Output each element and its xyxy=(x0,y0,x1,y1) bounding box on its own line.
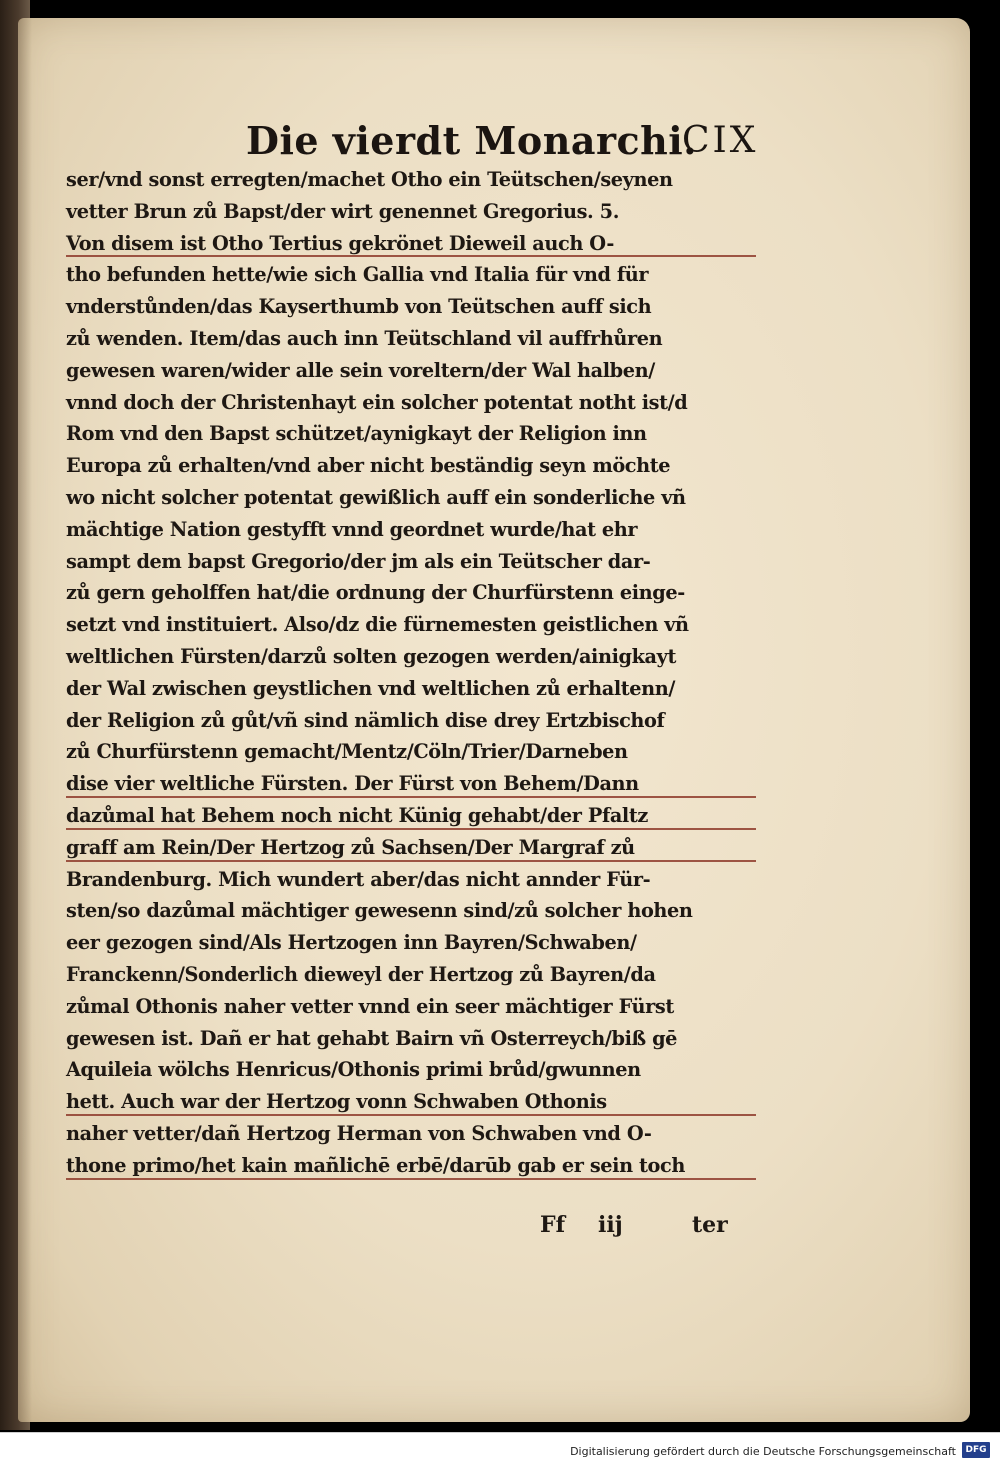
text-line: zů Churfürstenn gemacht/Mentz/Cöln/Trier/Darneben xyxy=(66,740,628,764)
footer-bar xyxy=(0,1432,1000,1469)
text-line: ser/vnd sonst erregten/machet Otho ein Teütschen/seynen xyxy=(66,168,673,191)
signature-line xyxy=(18,1212,970,1252)
text-line: graff am Rein/Der Hertzog zů Sachsen/Der Margraf zů xyxy=(66,832,756,864)
text-line: sten/so dazůmal mächtiger gewesenn sind/zů solcher hohen xyxy=(66,899,693,923)
text-line: Von disem ist Otho Tertius gekrönet Dieweil auch O- xyxy=(66,228,756,260)
text-line: dise vier weltliche Fürsten. Der Fürst von Behem/Dann xyxy=(66,768,756,800)
text-line: zů gern geholffen hat/die ordnung der Churfürstenn einge- xyxy=(66,581,685,605)
text-line: Brandenburg. Mich wundert aber/das nicht annder Für- xyxy=(66,867,651,891)
text-line: Rom vnd den Bapst schützet/aynigkayt der Religion inn xyxy=(66,422,647,446)
text-line: eer gezogen sind/Als Hertzogen inn Bayren/Schwaben/ xyxy=(66,931,637,955)
running-title: Die vierdt Monarchi. xyxy=(246,118,697,163)
book-page xyxy=(18,18,970,1422)
funding-credit: Digitalisierung gefördert durch die Deutsche Forschungsgemeinschaft xyxy=(570,1445,956,1458)
text-line: der Religion zů gůt/vñ sind nämlich dise drey Ertzbischof xyxy=(66,708,665,732)
text-line: Europa zů erhalten/vnd aber nicht beständig seyn möchte xyxy=(66,454,671,478)
text-line: hett. Auch war der Hertzog vonn Schwaben Othonis xyxy=(66,1086,756,1118)
text-line: thone primo/het kain mañlichē erbē/darūb gab er sein toch xyxy=(66,1150,756,1182)
dfg-logo: DFG xyxy=(962,1442,990,1458)
text-line: Aquileia wölchs Henricus/Othonis primi brůd/gwunnen xyxy=(66,1058,641,1082)
text-line: Franckenn/Sonderlich dieweyl der Hertzog zů Bayren/da xyxy=(66,962,656,986)
text-line: vnderstůnden/das Kayserthumb von Teütschen auff sich xyxy=(66,295,652,319)
text-line: wo nicht solcher potentat gewißlich auff ein sonderliche vñ xyxy=(66,485,686,509)
text-line: zůmal Othonis naher vetter vnnd ein seer mächtiger Fürst xyxy=(66,994,674,1018)
text-line: naher vetter/dañ Hertzog Herman von Schwaben vnd O- xyxy=(66,1121,652,1145)
text-line: gewesen ist. Dañ er hat gehabt Bairn vñ Osterreych/biß gē xyxy=(66,1026,678,1050)
text-block xyxy=(66,164,756,1182)
text-line: weltlichen Fürsten/darzů solten gezogen werden/ainigkayt xyxy=(66,644,676,668)
text-line: der Wal zwischen geystlichen vnd weltlichen zů erhaltenn/ xyxy=(66,676,676,700)
folio-number: CIX xyxy=(682,120,759,161)
text-line: dazůmal hat Behem noch nicht Künig gehabt/der Pfaltz xyxy=(66,800,756,832)
signature-folio: iij xyxy=(598,1212,623,1238)
text-line: sampt dem bapst Gregorio/der jm als ein Teütscher dar- xyxy=(66,549,651,573)
text-line: mächtige Nation gestyfft vnnd geordnet wurde/hat ehr xyxy=(66,517,638,541)
catchword: ter xyxy=(692,1212,728,1238)
text-line: gewesen waren/wider alle sein voreltern/der Wal halben/ xyxy=(66,358,655,382)
text-line: tho befunden hette/wie sich Gallia vnd Italia für vnd für xyxy=(66,263,649,287)
signature-mark: Ff xyxy=(540,1212,566,1238)
text-line: setzt vnd instituiert. Also/dz die fürnemesten geistlichen vñ xyxy=(66,613,689,637)
text-line: zů wenden. Item/das auch inn Teütschland vil auffrhůren xyxy=(66,326,663,350)
text-line: vnnd doch der Christenhayt ein solcher potentat notht ist/d xyxy=(66,390,688,414)
text-line: vetter Brun zů Bapst/der wirt genennet Gregorius. 5. xyxy=(66,199,620,223)
